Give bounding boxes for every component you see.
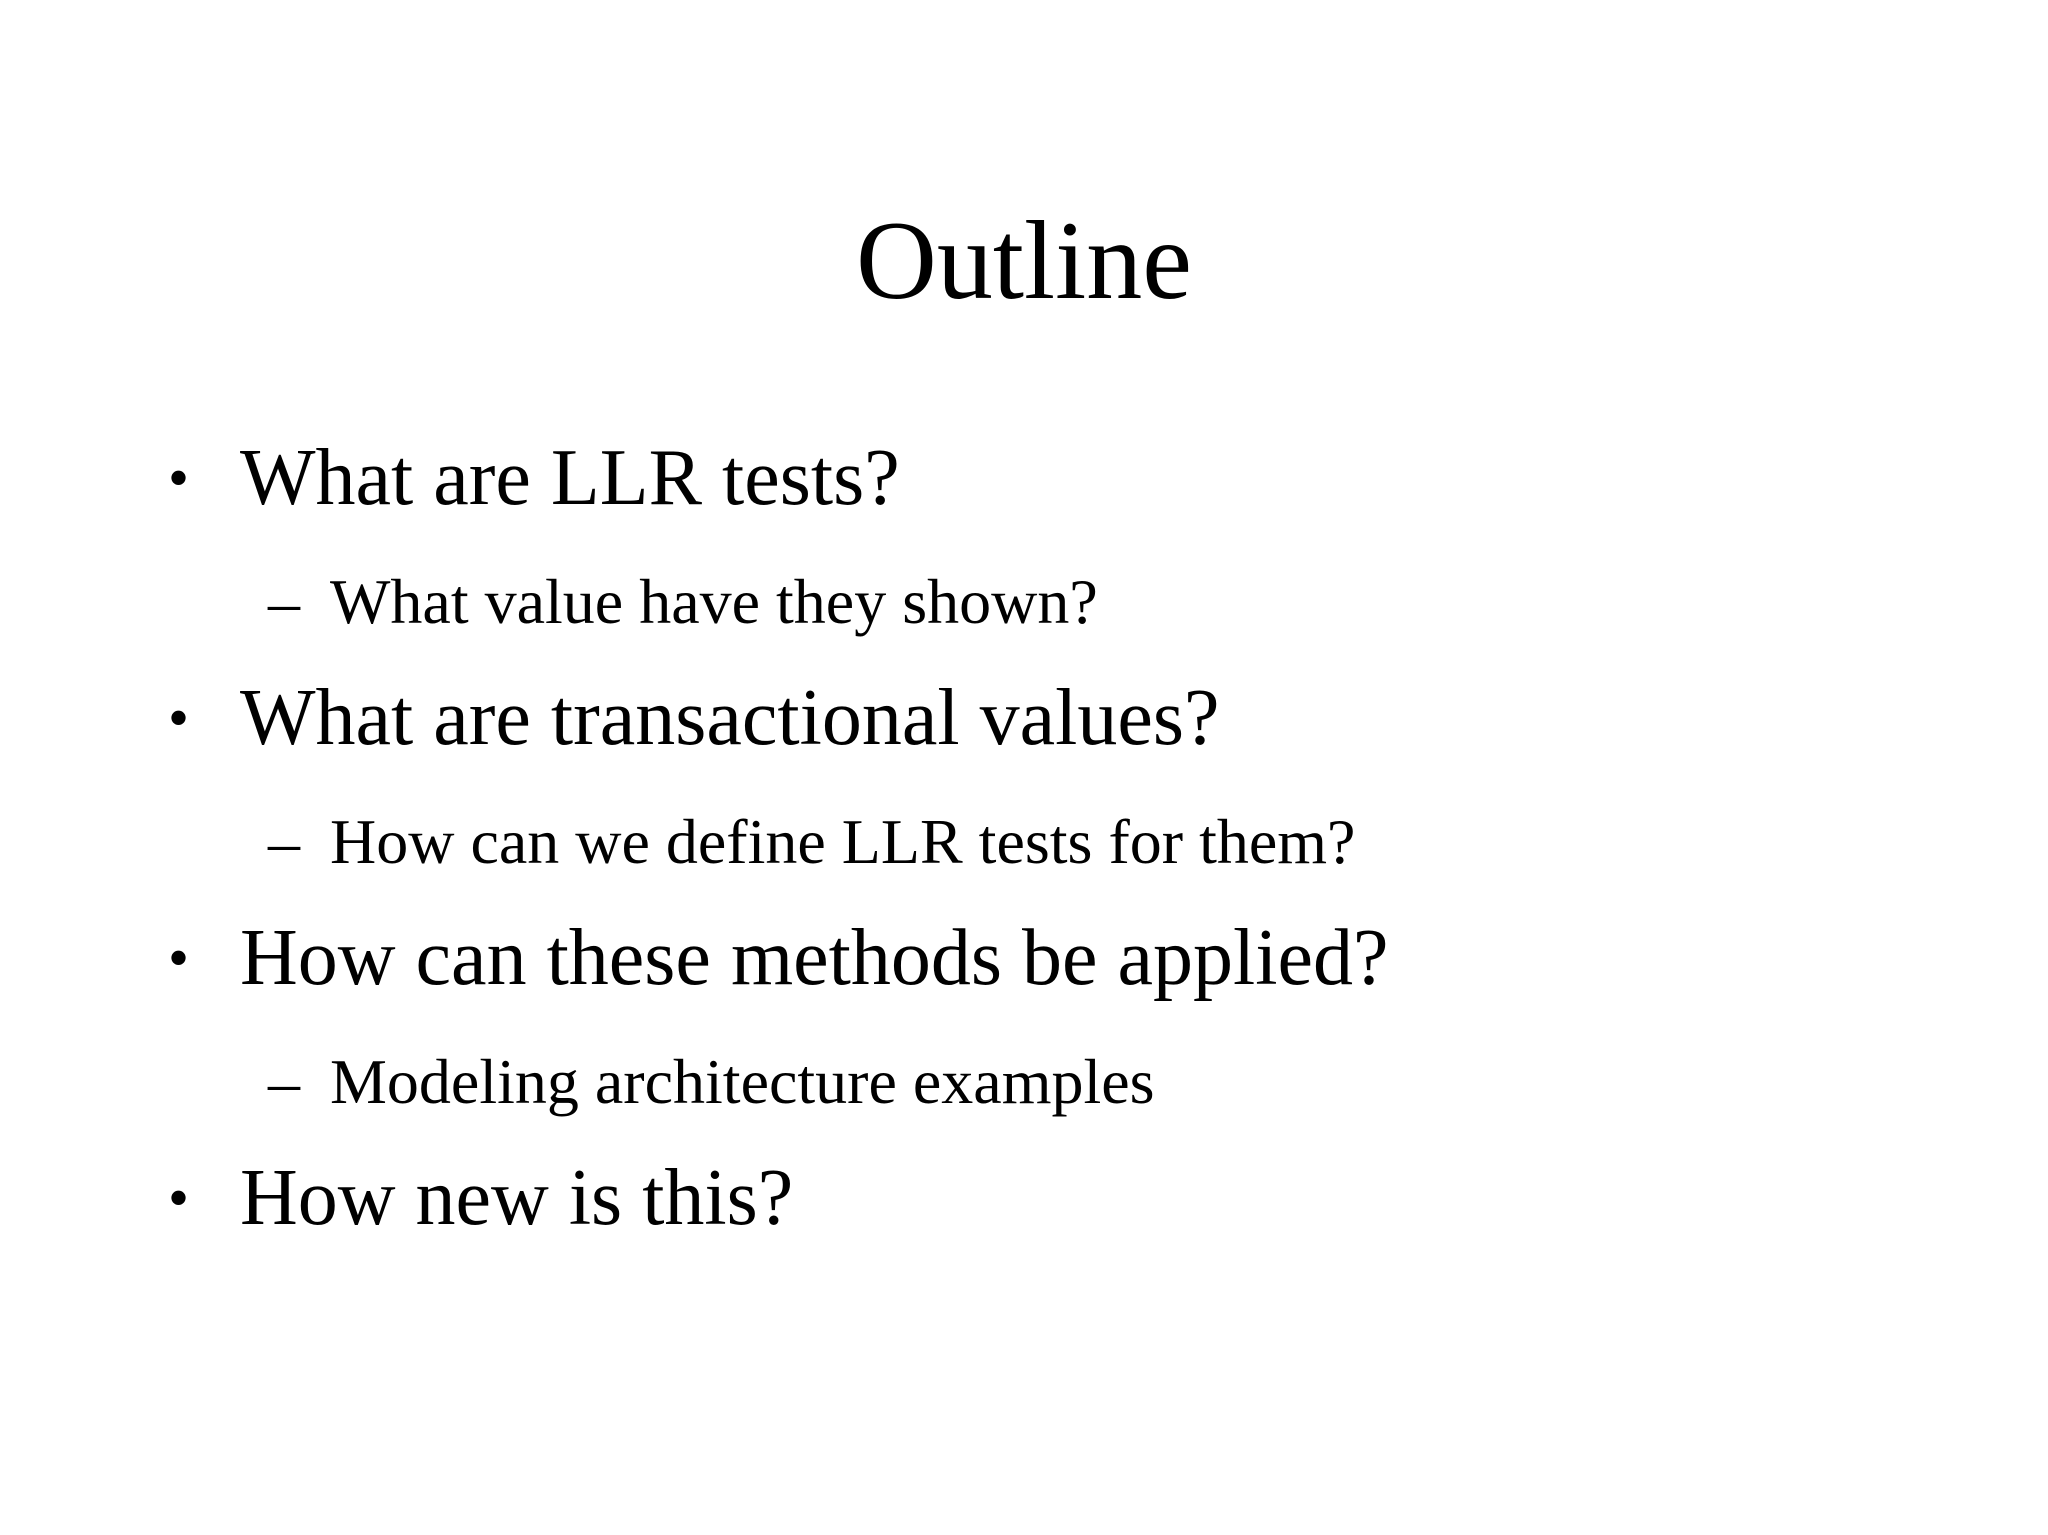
outline-item-text: How can these methods be applied? — [240, 914, 1389, 1002]
outline-subitem-text: Modeling architecture examples — [330, 1046, 1155, 1117]
dash-icon: – — [268, 1046, 300, 1117]
outline-item-text: What are transactional values? — [240, 674, 1220, 762]
outline-item-text: What are LLR tests? — [240, 434, 900, 522]
outline-subitem-text: What value have they shown? — [330, 566, 1098, 637]
outline-subitem-value-shown — [268, 562, 1098, 642]
outline-item-llr-tests — [168, 430, 900, 526]
outline-item-methods-applied — [168, 910, 1389, 1006]
dash-icon: – — [268, 566, 300, 637]
outline-item-how-new — [168, 1150, 794, 1246]
bullet-dot-icon: • — [168, 925, 190, 991]
dash-icon: – — [268, 806, 300, 877]
outline-item-text: How new is this? — [240, 1154, 794, 1242]
bullet-dot-icon: • — [168, 445, 190, 511]
slide-title: Outline — [856, 199, 1192, 323]
outline-subitem-define-llr — [268, 802, 1356, 882]
bullet-dot-icon: • — [168, 1165, 190, 1231]
outline-subitem-architecture-examples — [268, 1042, 1155, 1122]
bullet-dot-icon: • — [168, 685, 190, 751]
outline-subitem-text: How can we define LLR tests for them? — [330, 806, 1356, 877]
outline-item-transactional-values — [168, 670, 1220, 766]
